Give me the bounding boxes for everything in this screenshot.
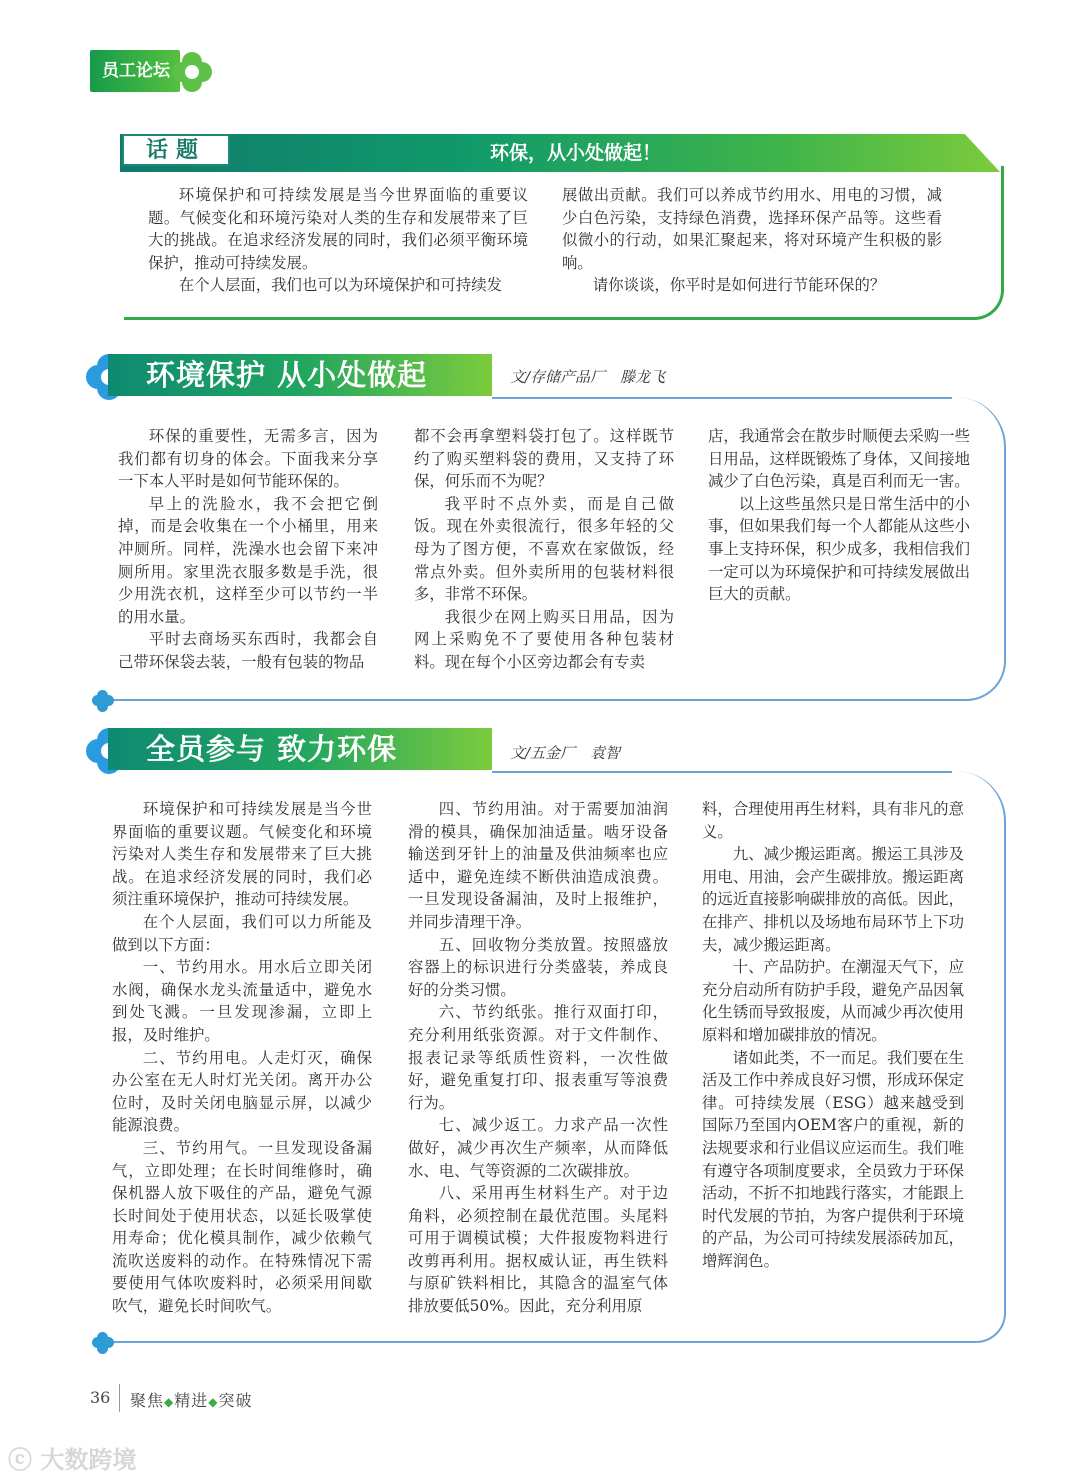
paragraph: 三、节约用气。一旦发现设备漏气，立即处理；在长时间维修时，确保机器人放下吸住的产品，避免气源长时间处于使用状态，以延长吸掌使用寿命；优化模具制作，减少依赖气流吹送废料的动作。在特殊情况下需要使用气体吹废料时，必须采用间歇吹气，避免长时间吹气。 — [112, 1138, 372, 1316]
paragraph-continued: 都不会再拿塑料袋打包了。这样既节约了购买塑料袋的费用，又支持了环保，何乐而不为呢？ — [414, 427, 674, 491]
section-label: 员工论坛 — [102, 61, 170, 81]
topic-column-2 — [562, 184, 942, 297]
small-clover-icon — [92, 1332, 114, 1354]
paragraph: 环境保护和可持续发展是当今世界面临的重要议题。气候变化和环境污染对人类生存和发展带来了巨大挑战。在追求经济发展的同时，我们必须注重环境保护，推动可持续发展。 — [112, 800, 372, 909]
paragraph: 十、产品防护。在潮湿天气下，应充分启动所有防护手段，避免产品因氧化生锈而导致报废，从而减少再次使用原料和增加碳排放的情况。 — [702, 958, 964, 1044]
topic-question: 请你谈谈，你平时是如何进行节能环保的？ — [592, 276, 886, 295]
article-1-column-1 — [118, 425, 378, 674]
clover-icon — [172, 52, 212, 92]
slogan-part: 突破 — [218, 1391, 253, 1410]
paragraph: 在个人层面，我们也可以为环境保护和可持续发 — [178, 276, 503, 295]
article-1-title — [108, 354, 492, 396]
paragraph: 我很少在网上购买日用品，因为网上采购免不了要使用各种包装材料。现在每个小区旁边都会有专卖 — [414, 607, 674, 671]
article-2-column-2 — [408, 798, 668, 1318]
paragraph: 诸如此类，不一而足。我们要在生活及工作中养成良好习惯，形成环保定律。可持续发展（ESG）越来越受到国际乃至国内OEM客户的重视，新的法规要求和行业倡议应运而生。我们唯有遵守各项制度要求，全员致力于环保活动，不折不扣地践行落实，才能跟上时代发展的节拍，为客户提供利于环境的产品，为公司可持续发展添砖加瓦，增辉润色。 — [702, 1048, 964, 1270]
paragraph: 平时去商场买东西时，我都会自己带环保袋去装，一般有包装的物品 — [118, 630, 378, 671]
paragraph: 九、减少搬运距离。搬运工具涉及用电、用油，会产生碳排放。搬运距离的远近直接影响碳排放的高低。因此，在排产、排机以及场地布局环节上下功夫，减少搬运距离。 — [702, 845, 964, 954]
paragraph: 我平时不点外卖，而是自己做饭。现在外卖很流行，很多年轻的父母为了图方便，不喜欢在家做饭，经常点外卖。但外卖所用的包装材料很多，非常不环保。 — [414, 494, 674, 604]
paragraph-continued: 展做出贡献。我们可以养成节约用水、用电的习惯，减少白色污染，支持绿色消费，选择环保产品等。这些看似微小的行动，如果汇聚起来，将对环境产生积极的影响。 — [562, 186, 942, 272]
topic-label: 话题 — [122, 134, 230, 166]
article-1-byline: 文/存储产品厂 滕龙飞 — [510, 368, 666, 386]
article-2-title-text: 全员参与 致力环保 — [146, 732, 398, 766]
paragraph: 六、节约纸张。推行双面打印，充分利用纸张资源。对于文件制作、报表记录等纸质性资料，一次性做好，避免重复打印、报表重写等浪费行为。 — [408, 1003, 668, 1112]
paragraph: 以上这些虽然只是日常生活中的小事，但如果我们每一个人都能从这些小事上支持环保，积少成多，我相信我们一定可以为环境保护和可持续发展做出巨大的贡献。 — [708, 494, 970, 604]
paragraph: 七、减少返工。力求产品一次性做好，减少再次生产频率，从而降低水、电、气等资源的二次碳排放。 — [408, 1116, 668, 1180]
paragraph: 五、回收物分类放置。按照盛放容器上的标识进行分类盛装，养成良好的分类习惯。 — [408, 935, 668, 999]
article-1-column-2 — [414, 425, 674, 674]
article-1-title-text: 环境保护 从小处做起 — [146, 358, 428, 392]
paragraph: 二、节约用电。人走灯灭，确保办公室在无人时灯光关闭。离开办公位时，及时关闭电脑显示屏，以减少能源浪费。 — [112, 1048, 372, 1135]
small-clover-icon — [92, 690, 114, 712]
footer-divider — [119, 1384, 120, 1412]
paragraph: 八、采用再生材料生产。对于边角料，必须控制在最优范围。头尾料可用于调模试模；大件报废物料进行改剪再利用。据权威认证，再生铁料与原矿铁料相比，其隐含的温室气体排放要低50%。因此，充分利用原 — [408, 1184, 668, 1316]
slogan-part: 聚焦 — [130, 1391, 165, 1410]
topic-column-1 — [148, 184, 528, 297]
diamond-icon: ◆ — [208, 1395, 219, 1409]
slogan-part: 精进 — [174, 1391, 209, 1410]
article-1-column-3 — [708, 425, 970, 606]
paragraph: 早上的洗脸水，我不会把它倒掉，而是会收集在一个小桶里，用来冲厕所。同样，洗澡水也会留下来冲厕所用。家里洗衣服多数是手洗，很少用洗衣机，这样至少可以节约一半的用水量。 — [118, 494, 378, 626]
watermark — [8, 1440, 136, 1475]
article-2-byline: 文/五金厂 袁智 — [510, 744, 621, 762]
watermark-text: 大数跨境 — [40, 1446, 137, 1474]
paragraph: 一、节约用水。用水后立即关闭水阀，确保水龙头流量适中，避免水到处飞溅。一旦发现渗漏，立即上报，及时维护。 — [112, 958, 372, 1044]
section-tab — [90, 50, 180, 92]
diamond-icon: ◆ — [164, 1395, 175, 1409]
paragraph-continued: 料，合理使用再生材料，具有非凡的意义。 — [702, 800, 964, 841]
paragraph: 环境保护和可持续发展是当今世界面临的重要议题。气候变化和环境污染对人类的生存和发展带来了巨大的挑战。在追求经济发展的同时，我们必须平衡环境保护，推动可持续发展。 — [148, 186, 528, 272]
paragraph: 环保的重要性，无需多言，因为我们都有切身的体会。下面我来分享一下本人平时是如何节能环保的。 — [118, 427, 378, 491]
page-number: 36 — [90, 1388, 111, 1407]
paragraph-continued: 店，我通常会在散步时顺便去采购一些日用品，这样既锻炼了身体，又间接地减少了白色污染，真是百利而无一害。 — [708, 427, 970, 491]
footer-slogan — [130, 1388, 253, 1411]
article-2-column-1 — [112, 798, 372, 1318]
article-2-title — [108, 728, 492, 770]
paragraph: 四、节约用油。对于需要加油润滑的模具，确保加油适量。啮牙设备输送到牙针上的油量及供油频率也应适中，避免连续不断供油造成浪费。一旦发现设备漏油，及时上报维护，并同步清理干净。 — [408, 800, 668, 931]
topic-title: 环保，从小处做起！ — [490, 142, 662, 164]
watermark-logo-icon: ⓒ — [8, 1446, 32, 1474]
paragraph: 在个人层面，我们可以力所能及做到以下方面： — [112, 912, 372, 954]
article-2-column-3 — [702, 798, 964, 1272]
